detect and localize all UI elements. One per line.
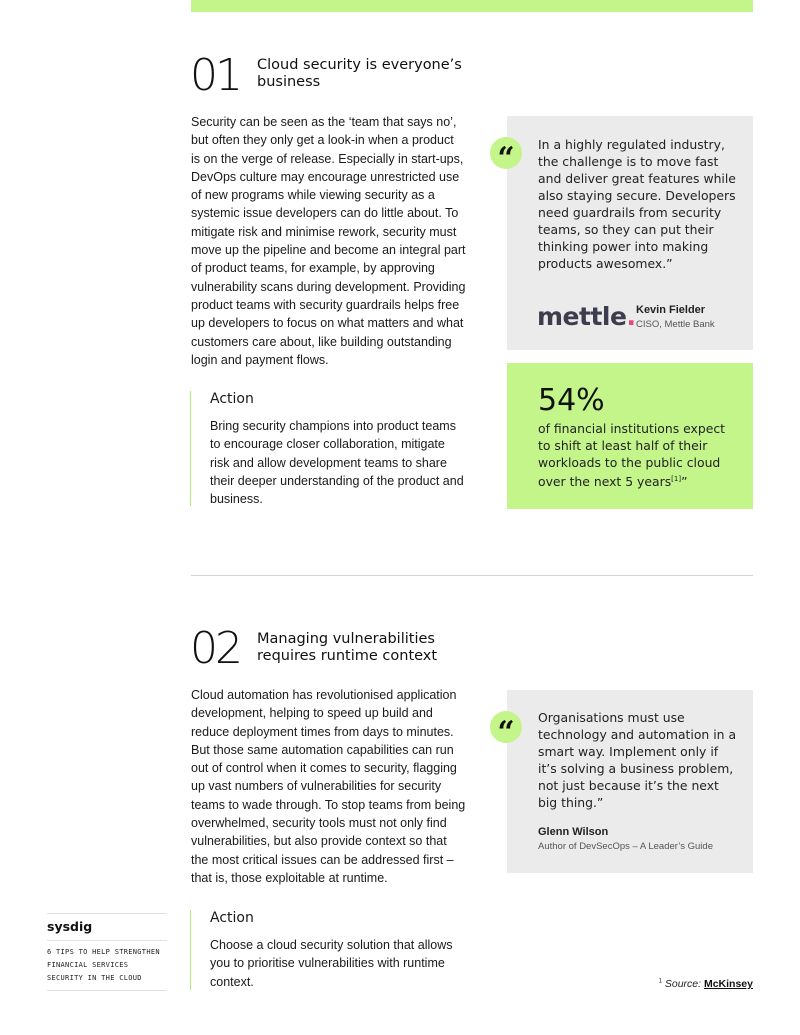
quote-card <box>507 690 753 873</box>
stat-value: 54% <box>538 383 605 418</box>
section-body: Cloud automation has revolutionised application development, helping to speed up build and reduce deployment times from days to minutes. But those same automation capabilities can run out of control when it comes to security, flagging up vast numbers of vulnerabilities for security teams to wade through. To stop teams from being overwhelmed, security tools must not only find vulnerabilities, but also provide context so that the most critical issues can be addressed first – that is, those exploitable at runtime. <box>191 688 466 885</box>
section-number: 01 <box>190 50 240 101</box>
author-role: CISO, Mettle Bank <box>636 319 715 330</box>
quote-author <box>636 304 715 330</box>
action-block <box>190 910 466 990</box>
section-divider <box>191 575 753 576</box>
footer-rule <box>47 990 167 991</box>
author-name: Glenn Wilson <box>538 826 609 838</box>
action-title: Action <box>210 391 254 407</box>
action-text: Choose a cloud security solution that allows you to prioritise vulnerabilities with runtime context. <box>210 938 453 989</box>
section-title: Managing vulnerabilities requires runtime context <box>257 631 438 664</box>
section-title: Cloud security is everyone’s business <box>257 57 462 90</box>
sysdig-logo: sysdig <box>47 919 93 934</box>
section-body: Security can be seen as the ‘team that says no’, but often they only get a look-in when a product is on the verge of release. Especially in start-ups, DevOps culture may encourage unrestricted use of new programs while viewing security as a systemic issue developers can do little about. To mitigate risk and minimise rework, security must move up the pipeline and become an integral part of product teams, for example, by approving vulnerability scans during development. Providing product teams with security guardrails helps free up developers to focus on what matters and what customers care about, like building outstanding login and payment flows. <box>191 115 466 367</box>
quote-text: Organisations must use technology and automation in a smart way. Implement only if it’s solving a business problem, not just because it’s the next big thing.” <box>538 710 737 810</box>
stat-card <box>507 363 753 509</box>
stat-text: of financial institutions expect to shift at least half of their workloads to the public cloud over the next 5 years[1]” <box>538 421 726 490</box>
footnote-marker: [1] <box>671 475 682 483</box>
mettle-logo: mettle. <box>537 302 636 331</box>
quote-mark-icon: “ <box>490 711 522 743</box>
quote-card <box>507 116 753 350</box>
quote-mark-icon: “ <box>490 137 522 169</box>
footer-doc-title: 6 TIPS TO HELP STRENGTHEN FINANCIAL SERVICES SECURITY IN THE CLOUD <box>47 948 160 982</box>
author-name: Kevin Fielder <box>636 304 706 316</box>
source-note: $^1$ Source: McKinsey <box>658 978 753 990</box>
action-title: Action <box>210 910 254 926</box>
footer-rule <box>47 913 167 914</box>
action-text: Bring security champions into product teams to encourage closer collaboration, mitigate risk and allow development teams to share their deeper understanding of the product and business. <box>210 419 464 507</box>
author-role: Author of DevSecOps – A Leader’s Guide <box>538 841 713 852</box>
quote-author <box>538 826 713 852</box>
source-link[interactable]: McKinsey <box>703 978 753 990</box>
footer-brand <box>47 913 167 991</box>
quote-text: In a highly regulated industry, the challenge is to move fast and deliver great features while also staying secure. Developers need guardrails from security teams, so they can put their thinking power into making products awesomex.” <box>538 137 736 271</box>
section-number: 02 <box>190 623 240 674</box>
action-block <box>190 391 466 506</box>
top-accent-bar <box>191 0 753 12</box>
